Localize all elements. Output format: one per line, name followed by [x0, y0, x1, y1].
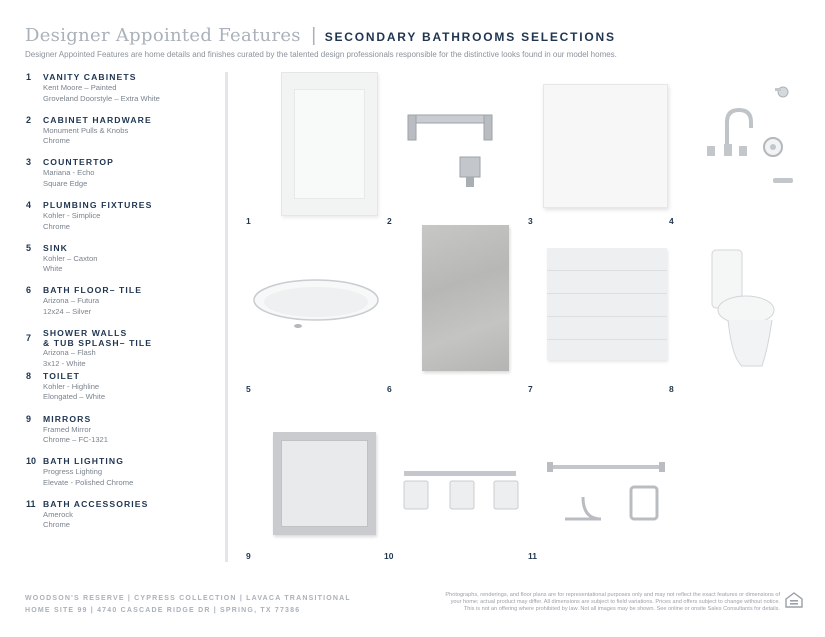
selection-detail: White	[43, 264, 63, 274]
image-label-4: 4	[669, 216, 674, 226]
intro-text: Designer Appointed Features are home details and finishes curated by the talented design professionals responsible for the distinctive looks found in our model homes.	[25, 50, 617, 59]
footer-line-2: HOME SITE 99 | 4740 CASCADE RIDGE DR | SPRING, TX 77386	[25, 606, 301, 614]
footer-disclaimer	[408, 592, 780, 613]
selection-detail: Arizona – Futura	[43, 296, 100, 306]
selection-detail: Chrome	[43, 221, 71, 231]
selection-number: 7	[26, 333, 32, 344]
image-label-11: 11	[528, 551, 537, 561]
vanity-cabinet-image	[281, 72, 378, 216]
selection-detail: Kohler – Caxton	[43, 253, 98, 263]
selection-detail: Chrome – FC-1321	[43, 435, 108, 444]
toilet-image	[706, 248, 776, 373]
selection-title: PLUMBING FIXTURES	[43, 200, 153, 211]
selection-item	[26, 326, 216, 369]
equal-housing-icon	[785, 592, 803, 608]
sink-image	[252, 278, 380, 336]
selection-detail: Arizona – Flash	[43, 348, 96, 358]
cabinet-hardware-image	[400, 100, 500, 195]
header	[25, 25, 616, 47]
plumbing-fixtures-image	[695, 82, 805, 197]
image-label-10: 10	[384, 551, 394, 561]
bath-accessories-image	[543, 457, 673, 527]
selection-detail: Chrome	[43, 520, 71, 530]
selection-detail: Square Edge	[43, 178, 88, 188]
selection-title: BATH LIGHTING	[43, 456, 124, 467]
title-separator: |	[311, 25, 317, 46]
footer-line-1: WOODSON'S RESERVE | CYPRESS COLLECTION | LAVACA TRANSITIONAL	[25, 595, 351, 602]
selection-item	[26, 198, 216, 241]
selection-item	[26, 241, 216, 284]
image-label-1: 1	[246, 216, 251, 226]
selection-title: COUNTERTOP	[43, 157, 115, 168]
selection-number: 10	[26, 456, 37, 467]
selection-detail: Kent Moore – Painted	[43, 83, 117, 92]
selection-item	[26, 369, 216, 412]
selection-number: 1	[26, 72, 32, 82]
wall-tile-image	[547, 248, 667, 360]
selection-title: BATH ACCESSORIES	[43, 498, 149, 509]
title-script: Designer Appointed Features	[25, 25, 301, 46]
selection-number: 6	[26, 285, 32, 296]
selection-title: BATH FLOOR– TILE	[43, 285, 143, 296]
image-label-3: 3	[528, 216, 533, 226]
selection-item	[26, 155, 216, 198]
selection-detail: 3x12 - White	[43, 358, 86, 368]
footer-community	[25, 593, 351, 616]
selection-detail: Amerock	[43, 509, 73, 519]
divider	[225, 72, 228, 562]
selection-detail: Elongated – White	[43, 392, 106, 402]
image-label-9: 9	[246, 551, 251, 561]
floor-tile-image	[422, 225, 509, 371]
disclaimer-line-1: Photographs, renderings, and floor plans are for representational purposes only and may not reflect the exact features or dimensions of	[445, 592, 780, 598]
disclaimer-line-2: your home; actual product may differ. All dimensions are subject to field variations. Prices and offers subject to change without notice.	[450, 599, 780, 605]
selection-number: 3	[26, 157, 32, 168]
selection-number: 9	[26, 413, 32, 424]
mirror-image	[273, 432, 376, 535]
selection-detail: Mariana - Echo	[43, 168, 95, 178]
selection-title: TOILET	[43, 370, 80, 381]
selection-number: 2	[26, 114, 32, 125]
selection-detail: Kohler - Simplice	[43, 211, 101, 221]
selection-number: 4	[26, 200, 32, 211]
title-caps: SECONDARY BATHROOMS SELECTIONS	[324, 30, 616, 44]
selection-title: MIRRORS	[43, 413, 92, 424]
selections-list	[26, 70, 216, 540]
bath-lighting-image	[400, 465, 520, 515]
selection-title: CABINET HARDWARE	[43, 114, 152, 125]
selection-title: SINK	[43, 242, 68, 253]
selection-detail: Monument Pulls & Knobs	[43, 125, 129, 135]
selection-detail: Progress Lighting	[43, 467, 103, 477]
selection-detail: Elevate - Polished Chrome	[43, 477, 134, 487]
selection-detail: Groveland Doorstyle – Extra White	[43, 93, 160, 103]
disclaimer-line-3: This is not an offering where prohibited by law. Not all images may be shown. See online or onsite Sales Consultants for details.	[463, 606, 780, 612]
selection-number: 5	[26, 242, 32, 253]
image-label-8: 8	[669, 384, 674, 394]
image-label-2: 2	[387, 216, 392, 226]
countertop-image	[543, 84, 668, 208]
selection-detail: Chrome	[43, 136, 71, 146]
selection-item	[26, 70, 216, 113]
selection-item	[26, 412, 216, 455]
selection-item	[26, 454, 216, 497]
selection-item	[26, 283, 216, 326]
selection-detail: Framed Mirror	[43, 424, 92, 434]
selection-item	[26, 113, 216, 156]
image-label-5: 5	[246, 384, 251, 394]
selection-title: SHOWER WALLS & TUB SPLASH– TILE	[43, 328, 153, 349]
selection-number: 11	[26, 498, 36, 509]
selection-title: VANITY CABINETS	[43, 72, 137, 82]
selection-item	[26, 497, 216, 540]
selection-detail: 12x24 – Silver	[43, 306, 92, 316]
selection-detail: Kohler - Highline	[43, 381, 100, 391]
selection-number: 8	[26, 370, 32, 381]
image-label-6: 6	[387, 384, 392, 394]
image-label-7: 7	[528, 384, 533, 394]
